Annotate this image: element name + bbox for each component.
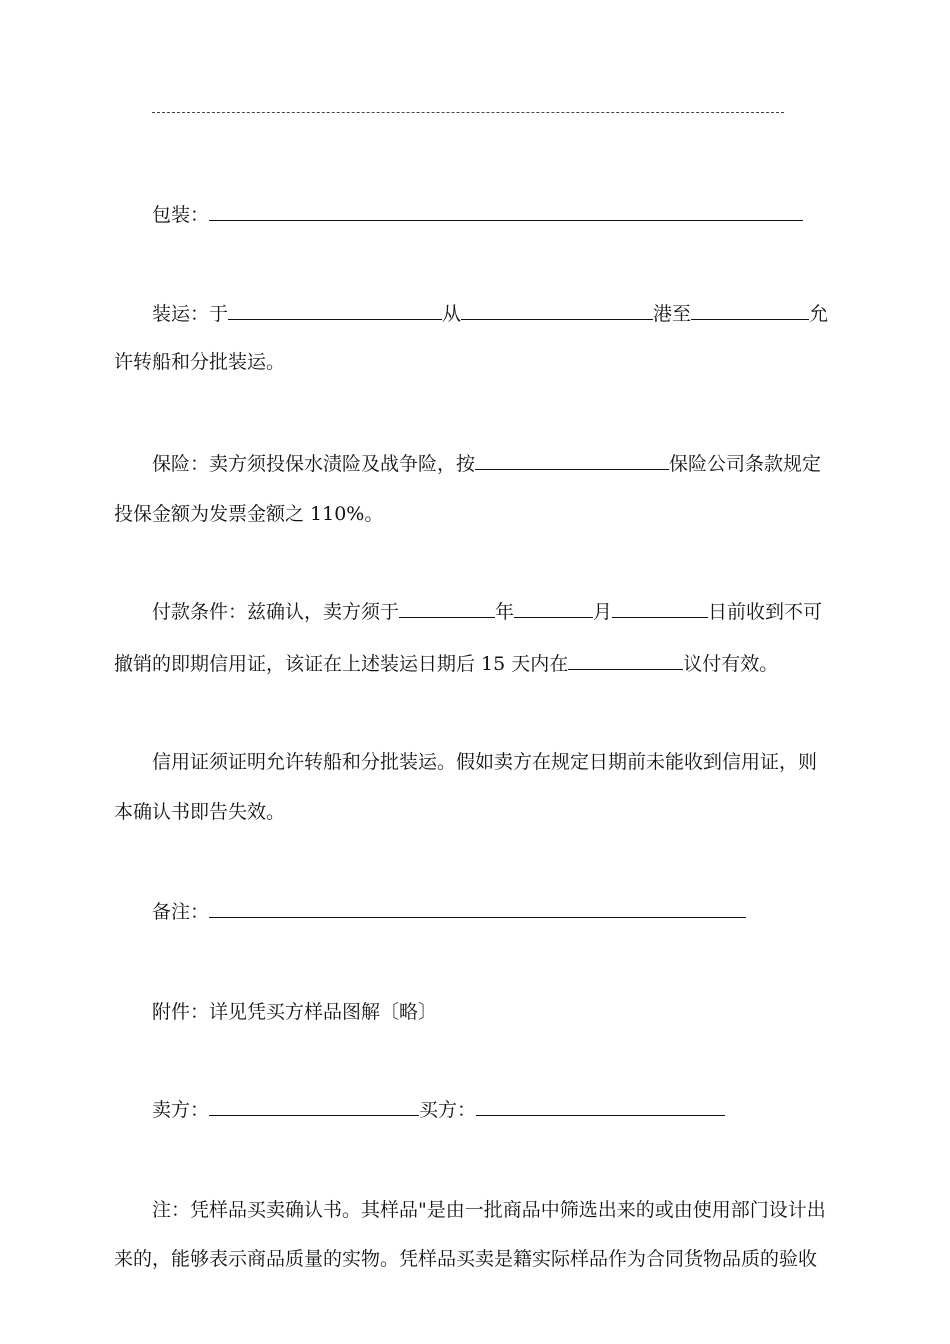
buyer-label: 买方：	[419, 1099, 477, 1121]
shipment-port-to: 港至	[653, 303, 692, 325]
shipment-line-1	[152, 302, 828, 326]
payment-year: 年	[495, 601, 515, 623]
packing-line	[152, 203, 803, 227]
payment-line-2	[114, 652, 778, 676]
payment-place-blank	[568, 652, 683, 670]
insurance-text-a: 保险：卖方须投保水渍险及战争险，按	[152, 453, 476, 475]
note-line-2: 来的，能够表示商品质量的实物。凭样品买卖是籍实际样品作为合同货物品质的验收	[114, 1248, 818, 1270]
buyer-blank	[476, 1098, 725, 1116]
lc-note-line-2: 本确认书即告失效。	[114, 801, 286, 823]
remarks-label: 备注：	[152, 901, 210, 923]
shipment-line-2: 许转船和分批装运。	[114, 351, 286, 373]
attachment-line: 附件：详见凭买方样品图解〔略〕	[152, 1001, 438, 1023]
shipment-port-dest-blank	[691, 302, 809, 320]
signature-line	[152, 1098, 725, 1122]
payment-month: 月	[593, 601, 613, 623]
insurance-line-2: 投保金额为发票金额之 110%。	[114, 503, 384, 525]
payment-text-b: 议付有效。	[683, 653, 779, 675]
remarks-blank	[209, 900, 746, 918]
insurance-line-1	[152, 452, 821, 476]
shipment-label: 装运：	[152, 303, 210, 325]
payment-year-blank	[399, 600, 495, 618]
insurance-company-blank	[475, 452, 669, 470]
top-dashed-rule	[152, 112, 784, 113]
seller-label: 卖方：	[152, 1099, 210, 1121]
payment-text-a: 撤销的即期信用证，该证在上述装运日期后 15 天内在	[114, 653, 569, 675]
lc-note-line-1: 信用证须证明允许转船和分批装运。假如卖方在规定日期前未能收到信用证，则	[152, 751, 818, 773]
payment-line-1	[152, 600, 822, 624]
note-line-1: 注：凭样品买卖确认书。其样品"是由一批商品中筛选出来的或由使用部门设计出	[152, 1199, 826, 1221]
remarks-line	[152, 900, 746, 924]
payment-tail: 日前收到不可	[708, 601, 823, 623]
shipment-at: 于	[209, 303, 229, 325]
shipment-port-from-blank	[461, 302, 653, 320]
insurance-text-b: 保险公司条款规定	[669, 453, 822, 475]
shipment-tail: 允	[809, 303, 829, 325]
shipment-date-blank	[228, 302, 442, 320]
packing-blank	[209, 203, 803, 221]
payment-month-blank	[514, 600, 593, 618]
shipment-from: 从	[442, 303, 462, 325]
seller-blank	[209, 1098, 419, 1116]
packing-label: 包装：	[152, 204, 210, 226]
payment-day-blank	[612, 600, 708, 618]
payment-label: 付款条件：兹确认，卖方须于	[152, 601, 400, 623]
